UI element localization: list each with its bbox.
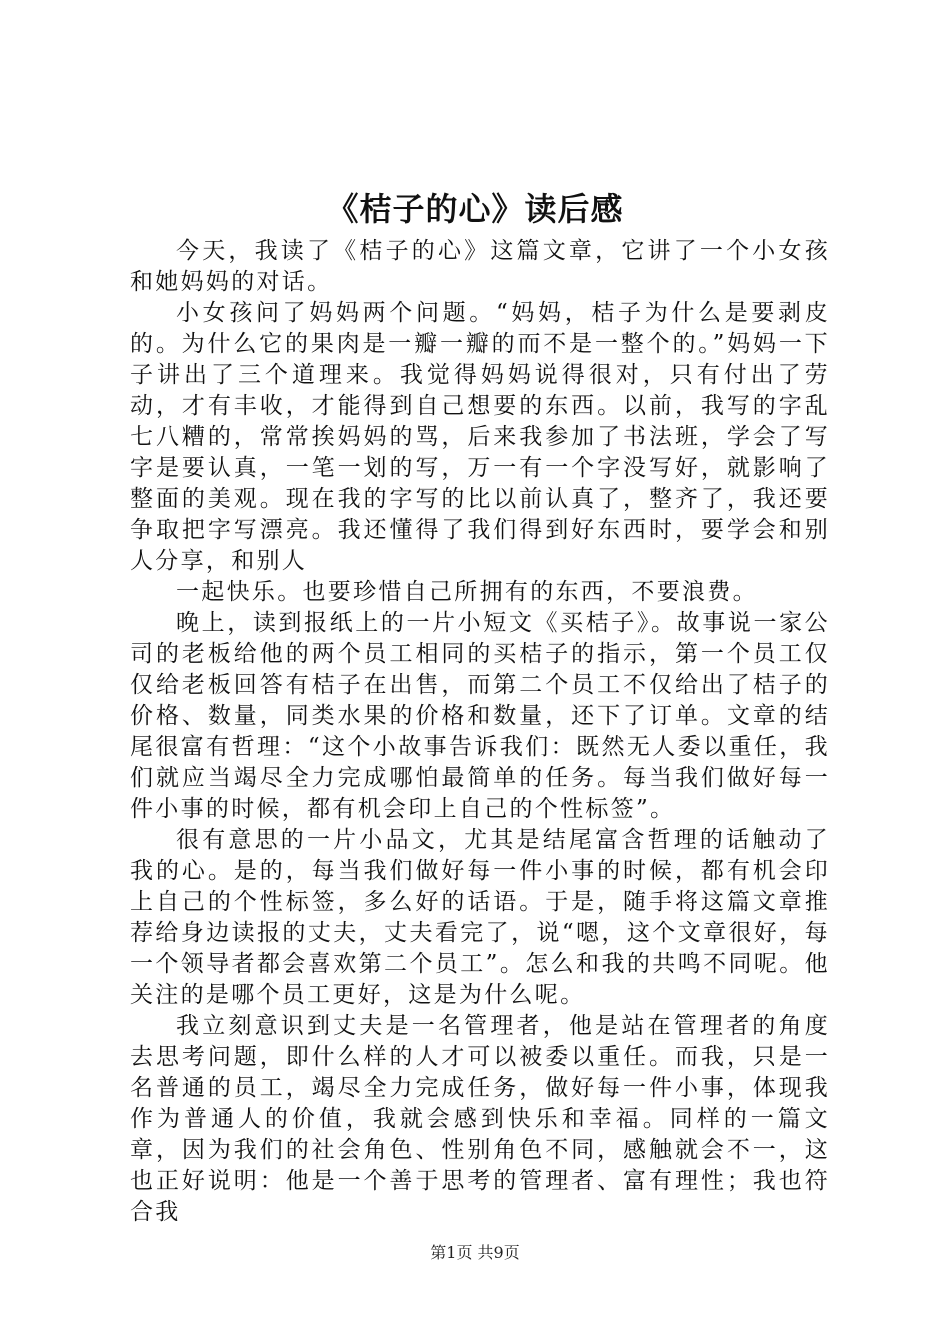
paragraph-4: 晚上，读到报纸上的一片小短文《买桔子》。故事说一家公司的老板给他的两个员工相同的买桔子的指示，第一个员工仅仅给老板回答有桔子在出售，而第二个员工不仅给出了桔子的价格、数量，同类水果的价格和数量，还下了订单。文章的结尾很富有哲理：“这个小故事告诉我们：既然无人委以重任，我们就应当竭尽全力完成哪怕最简单的任务。每当我们做好每一件小事的时候，都有机会印上自己的个性标签”。: [130, 610, 830, 822]
paragraph-5: 很有意思的一片小品文，尤其是结尾富含哲理的话触动了我的心。是的，每当我们做好每一件小事的时候，都有机会印上自己的个性标签，多么好的话语。于是，随手将这篇文章推荐给身边读报的丈夫，丈夫看完了，说“嗯，这个文章很好，每一个领导者都会喜欢第二个员工”。怎么和我的共鸣不同呢。他关注的是哪个员工更好，这是为什么呢。: [130, 827, 830, 1008]
paragraph-3: 一起快乐。也要珍惜自己所拥有的东西，不要浪费。: [176, 579, 758, 605]
page-number-footer: 第1页 共9页: [430, 1243, 520, 1262]
paragraph-1: 今天，我读了《桔子的心》这篇文章，它讲了一个小女孩和她妈妈的对话。: [130, 238, 830, 295]
paragraph-6: 我立刻意识到丈夫是一名管理者，他是站在管理者的角度去思考问题，即什么样的人才可以被委以重任。而我，只是一名普通的员工，竭尽全力完成任务，做好每一件小事，体现我作为普通人的价值，我就会感到快乐和幸福。同样的一篇文章，因为我们的社会角色、性别角色不同，感触就会不一，这也正好说明：他是一个善于思考的管理者、富有理性；我也符合我: [130, 1013, 830, 1225]
document-body: [130, 236, 830, 1228]
document-title: 《桔子的心》读后感: [326, 190, 624, 228]
paragraph-2: 小女孩问了妈妈两个问题。“妈妈，桔子为什么是要剥皮的。为什么它的果肉是一瓣一瓣的而不是一整个的。”妈妈一下子讲出了三个道理来。我觉得妈妈说得很对，只有付出了劳动，才有丰收，才能得到自己想要的东西。以前，我写的字乱七八糟的，常常挨妈妈的骂，后来我参加了书法班，学会了写字是要认真，一笔一划的写，万一有一个字没写好，就影响了整面的美观。现在我的字写的比以前认真了，整齐了，我还要争取把字写漂亮。我还懂得了我们得到好东西时，要学会和别人分享，和别人: [130, 300, 830, 574]
